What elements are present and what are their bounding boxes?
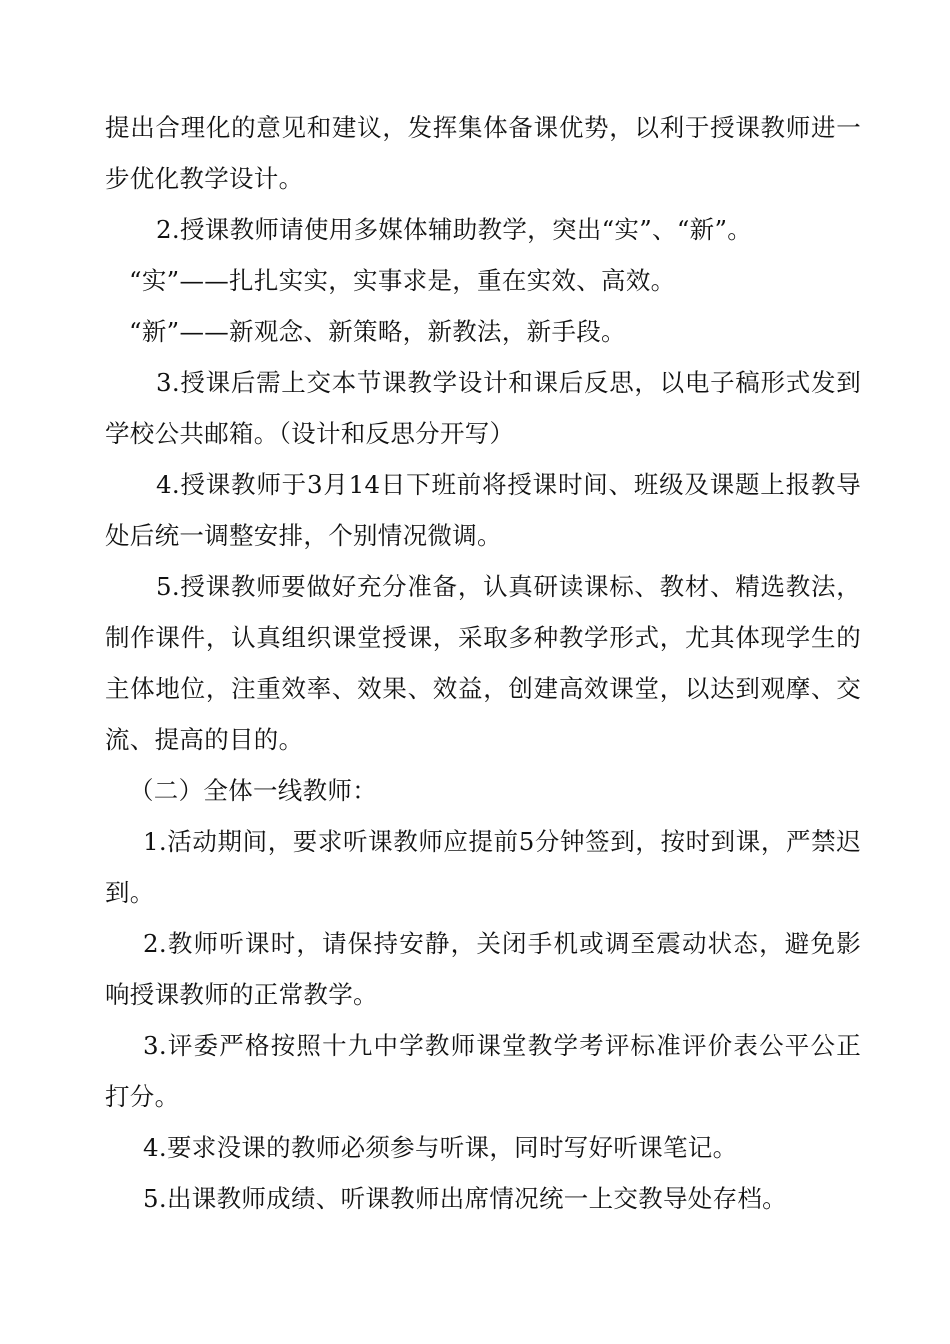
paragraph-item-4-attendance: 4.要求没课的教师必须参与听课，同时写好听课笔记。 — [143, 1133, 738, 1162]
paragraph-definition-xin: “新”——新观念、新策略，新教法，新手段。 — [129, 317, 626, 346]
paragraph-item-4-schedule: 4.授课教师于3月14日下班前将授课时间、班级及课题上报教导处后统一调整安排，个别情况微调。 — [105, 470, 861, 550]
paragraph-definition-shi: “实”——扎扎实实，实事求是，重在实效、高效。 — [129, 266, 676, 295]
paragraph-item-2-multimedia: 2.授课教师请使用多媒体辅助教学，突出“实”、“新”。 — [156, 215, 753, 244]
document-body — [105, 102, 861, 1224]
paragraph-item-3-judges: 3.评委严格按照十九中学教师课堂教学考评标准评价表公平公正打分。 — [105, 1031, 861, 1111]
paragraph-item-3-submit-design: 3.授课后需上交本节课教学设计和课后反思，以电子稿形式发到学校公共邮箱。（设计和反思分开写） — [105, 368, 861, 448]
paragraph-item-1-sign-in: 1.活动期间，要求听课教师应提前5分钟签到，按时到课，严禁迟到。 — [105, 827, 861, 907]
paragraph-item-2-quiet: 2.教师听课时，请保持安静，关闭手机或调至震动状态，避免影响授课教师的正常教学。 — [105, 929, 861, 1009]
paragraph-item-5-preparation: 5.授课教师要做好充分准备，认真研读课标、教材、精选教法，制作课件，认真组织课堂授课，采取多种教学形式，尤其体现学生的主体地位，注重效率、效果、效益，创建高效课堂，以达到观摩、交流、提高的目的。 — [105, 572, 861, 754]
paragraph-continuation: 提出合理化的意见和建议，发挥集体备课优势，以利于授课教师进一步优化教学设计。 — [105, 113, 861, 193]
section-heading-all-teachers: （二）全体一线教师： — [129, 776, 377, 805]
paragraph-item-5-archive: 5.出课教师成绩、听课教师出席情况统一上交教导处存档。 — [143, 1184, 787, 1213]
